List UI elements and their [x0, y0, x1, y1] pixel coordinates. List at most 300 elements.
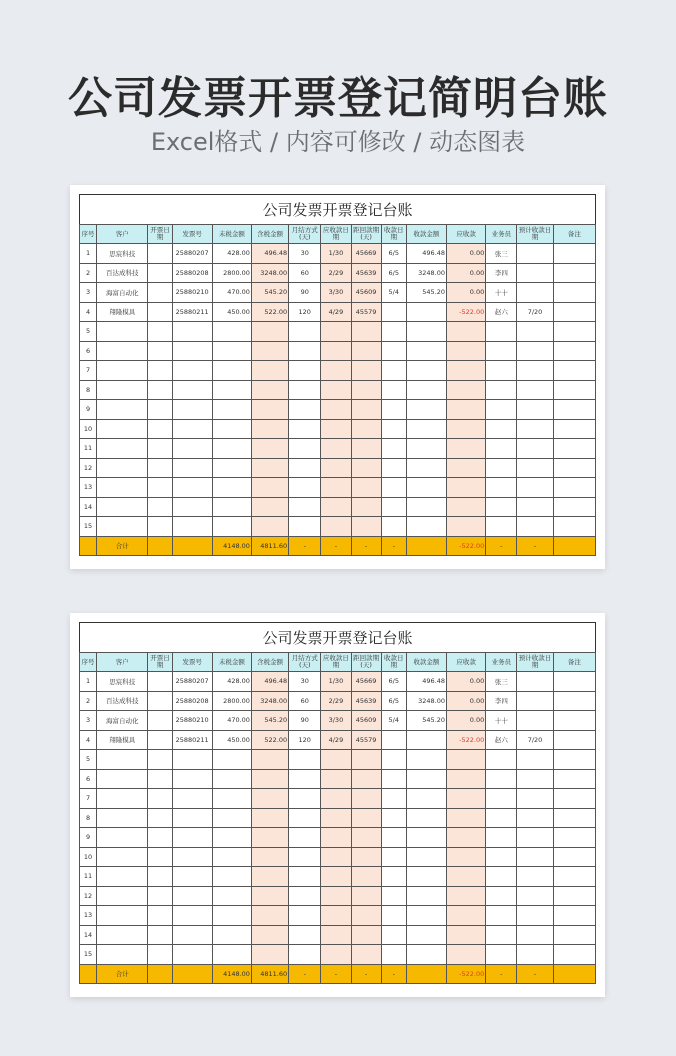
- column-header: 未税金额: [212, 225, 251, 244]
- table-cell: [321, 458, 351, 478]
- table-cell: [517, 769, 553, 789]
- table-cell: 6: [80, 341, 97, 361]
- table-cell: 赵六: [486, 302, 517, 322]
- page-title: 公司发票开票登记简明台账: [68, 73, 608, 124]
- table-cell: [212, 439, 251, 459]
- table-cell: [406, 478, 446, 498]
- table-cell: [351, 828, 381, 848]
- table-cell: [148, 886, 172, 906]
- table-cell: 0.00: [447, 711, 486, 731]
- table-cell: 45669: [351, 244, 381, 264]
- table-cell: [97, 497, 148, 517]
- table-row: [80, 886, 596, 906]
- total-cell: -: [351, 536, 381, 555]
- table-cell: [289, 400, 321, 420]
- table-cell: [447, 750, 486, 770]
- table-cell: [517, 263, 553, 283]
- table-cell: [553, 808, 595, 828]
- table-cell: [251, 419, 288, 439]
- table-cell: [517, 711, 553, 731]
- column-header: 月结方式(天): [289, 225, 321, 244]
- table-cell: 45579: [351, 730, 381, 750]
- table-row: [80, 439, 596, 459]
- table-cell: 0.00: [447, 672, 486, 692]
- table-cell: 25880207: [172, 672, 212, 692]
- table-cell: [447, 400, 486, 420]
- table-cell: [517, 380, 553, 400]
- table-cell: 6/5: [381, 263, 406, 283]
- table-cell: [381, 322, 406, 342]
- table-cell: [212, 847, 251, 867]
- table-cell: [251, 497, 288, 517]
- table-cell: 1/30: [321, 672, 351, 692]
- table-cell: 海富自动化: [97, 711, 148, 731]
- table-cell: [289, 769, 321, 789]
- table-cell: 7/20: [517, 302, 553, 322]
- table-cell: [553, 341, 595, 361]
- table-cell: [381, 808, 406, 828]
- table-cell: 赵六: [486, 730, 517, 750]
- table-cell: [381, 906, 406, 926]
- table-cell: [321, 380, 351, 400]
- table-cell: 428.00: [212, 672, 251, 692]
- table-cell: [553, 672, 595, 692]
- table-cell: [486, 867, 517, 887]
- table-cell: [406, 847, 446, 867]
- table-cell: 2/29: [321, 263, 351, 283]
- table-cell: [381, 925, 406, 945]
- table-cell: [148, 419, 172, 439]
- table-cell: 545.20: [251, 283, 288, 303]
- total-cell: -: [321, 964, 351, 983]
- total-cell: -: [517, 536, 553, 555]
- table-cell: 11: [80, 867, 97, 887]
- table-cell: [251, 847, 288, 867]
- total-cell: [172, 536, 212, 555]
- page-subtitle: Excel格式 / 内容可修改 / 动态图表: [150, 128, 526, 156]
- table-cell: [251, 361, 288, 381]
- table-cell: [251, 750, 288, 770]
- table-cell: 45609: [351, 283, 381, 303]
- table-cell: [517, 341, 553, 361]
- table-cell: [381, 380, 406, 400]
- table-cell: 4/29: [321, 730, 351, 750]
- table-cell: [553, 945, 595, 965]
- column-header: 月结方式(天): [289, 653, 321, 672]
- table-cell: [172, 867, 212, 887]
- table-row: [80, 672, 596, 692]
- table-cell: [553, 847, 595, 867]
- total-cell: -522.00: [447, 536, 486, 555]
- table-cell: [97, 847, 148, 867]
- table-cell: [321, 400, 351, 420]
- table-cell: 25880210: [172, 711, 212, 731]
- table-cell: [251, 478, 288, 498]
- table-cell: [172, 380, 212, 400]
- table-cell: 45639: [351, 691, 381, 711]
- table-cell: [553, 361, 595, 381]
- table-cell: [517, 517, 553, 537]
- table-cell: [321, 886, 351, 906]
- table-cell: 10: [80, 419, 97, 439]
- table-cell: 5: [80, 322, 97, 342]
- table-row: [80, 458, 596, 478]
- table-cell: [447, 478, 486, 498]
- table-cell: 十十: [486, 283, 517, 303]
- table-cell: [447, 380, 486, 400]
- table-cell: [172, 458, 212, 478]
- table-cell: 13: [80, 478, 97, 498]
- table-cell: 1: [80, 244, 97, 264]
- table-row: [80, 906, 596, 926]
- table-cell: [251, 906, 288, 926]
- table-cell: [97, 925, 148, 945]
- table-cell: [486, 789, 517, 809]
- table-cell: [148, 244, 172, 264]
- column-header: 含税金额: [251, 653, 288, 672]
- table-row: [80, 945, 596, 965]
- table-cell: [148, 322, 172, 342]
- column-header: 收款金额: [406, 225, 446, 244]
- table-cell: [148, 828, 172, 848]
- table-cell: [321, 497, 351, 517]
- table-cell: [553, 769, 595, 789]
- table-cell: 15: [80, 517, 97, 537]
- table-cell: [148, 711, 172, 731]
- total-cell: -522.00: [447, 964, 486, 983]
- table-cell: 2/29: [321, 691, 351, 711]
- table-cell: [447, 945, 486, 965]
- table-cell: [321, 439, 351, 459]
- table-cell: [351, 769, 381, 789]
- table-cell: [447, 828, 486, 848]
- table-cell: [321, 867, 351, 887]
- table-cell: [486, 808, 517, 828]
- column-header: 序号: [80, 225, 97, 244]
- table-cell: 25880208: [172, 691, 212, 711]
- table-cell: [447, 769, 486, 789]
- table-cell: [351, 867, 381, 887]
- table-cell: [148, 400, 172, 420]
- table-cell: [553, 750, 595, 770]
- column-header: 未税金额: [212, 653, 251, 672]
- table-cell: 90: [289, 711, 321, 731]
- table-cell: [148, 263, 172, 283]
- table-cell: [406, 945, 446, 965]
- column-header: 应收款: [447, 225, 486, 244]
- table-cell: [517, 672, 553, 692]
- total-cell: [80, 964, 97, 983]
- table-cell: 496.48: [406, 672, 446, 692]
- table-cell: [212, 361, 251, 381]
- table-cell: [97, 769, 148, 789]
- table-cell: [251, 828, 288, 848]
- table-cell: [517, 847, 553, 867]
- table-cell: [321, 341, 351, 361]
- table-cell: [251, 945, 288, 965]
- table-cell: [289, 847, 321, 867]
- table-cell: [97, 789, 148, 809]
- table-cell: [251, 458, 288, 478]
- table-cell: [351, 322, 381, 342]
- table-cell: [517, 750, 553, 770]
- table-cell: [553, 380, 595, 400]
- column-header: 业务员: [486, 225, 517, 244]
- table-cell: [172, 400, 212, 420]
- table-cell: [486, 400, 517, 420]
- table-cell: 545.20: [406, 283, 446, 303]
- table-cell: [517, 244, 553, 264]
- table-cell: [148, 439, 172, 459]
- table-cell: [251, 867, 288, 887]
- table-cell: [406, 361, 446, 381]
- column-header: 业务员: [486, 653, 517, 672]
- table-cell: [148, 361, 172, 381]
- table-cell: [486, 906, 517, 926]
- table-cell: 0.00: [447, 263, 486, 283]
- table-cell: [447, 925, 486, 945]
- table-cell: [289, 439, 321, 459]
- table-cell: [289, 380, 321, 400]
- table-cell: [148, 945, 172, 965]
- table-cell: 2800.00: [212, 263, 251, 283]
- table-cell: [553, 283, 595, 303]
- column-header: 序号: [80, 653, 97, 672]
- table-cell: [486, 828, 517, 848]
- table-cell: [553, 691, 595, 711]
- total-cell: -: [321, 536, 351, 555]
- table-cell: 14: [80, 925, 97, 945]
- table-cell: [381, 789, 406, 809]
- table-cell: 60: [289, 691, 321, 711]
- table-cell: [553, 906, 595, 926]
- table-cell: [212, 769, 251, 789]
- table-cell: [517, 691, 553, 711]
- total-cell: [148, 536, 172, 555]
- total-cell: [172, 964, 212, 983]
- table-cell: [447, 886, 486, 906]
- table-cell: 522.00: [251, 302, 288, 322]
- table-cell: 3248.00: [406, 691, 446, 711]
- table-row: [80, 925, 596, 945]
- table-cell: [148, 847, 172, 867]
- table-cell: 3248.00: [406, 263, 446, 283]
- table-cell: [321, 769, 351, 789]
- table-cell: 0.00: [447, 691, 486, 711]
- total-cell: -: [486, 536, 517, 555]
- table-cell: [289, 945, 321, 965]
- table-cell: 120: [289, 730, 321, 750]
- table-cell: [321, 925, 351, 945]
- table-cell: -522.00: [447, 730, 486, 750]
- table-cell: 4: [80, 302, 97, 322]
- table-cell: [97, 867, 148, 887]
- total-cell: 4811.60: [251, 964, 288, 983]
- table-cell: [486, 769, 517, 789]
- table-cell: 6/5: [381, 691, 406, 711]
- table-cell: [381, 361, 406, 381]
- table-cell: 3: [80, 711, 97, 731]
- table-cell: [486, 925, 517, 945]
- table-cell: [553, 458, 595, 478]
- table-cell: 45639: [351, 263, 381, 283]
- total-cell: -: [289, 964, 321, 983]
- table-cell: [321, 750, 351, 770]
- table-cell: [321, 419, 351, 439]
- table-cell: 百达成科技: [97, 691, 148, 711]
- table-row: [80, 380, 596, 400]
- table-cell: [172, 789, 212, 809]
- table-cell: [97, 808, 148, 828]
- table-cell: 5/4: [381, 283, 406, 303]
- table-cell: [517, 886, 553, 906]
- table-cell: 14: [80, 497, 97, 517]
- table-cell: [148, 672, 172, 692]
- table-cell: 翔隆模具: [97, 730, 148, 750]
- table-cell: [97, 458, 148, 478]
- table-cell: [212, 925, 251, 945]
- table-cell: [486, 361, 517, 381]
- table-cell: [447, 517, 486, 537]
- table-cell: [289, 925, 321, 945]
- table-cell: [321, 322, 351, 342]
- table-cell: [381, 497, 406, 517]
- table-cell: [172, 769, 212, 789]
- table-cell: [251, 439, 288, 459]
- table-cell: [406, 419, 446, 439]
- table-cell: [553, 244, 595, 264]
- table-cell: 2: [80, 263, 97, 283]
- table-row: [80, 322, 596, 342]
- table-cell: 45579: [351, 302, 381, 322]
- column-header: 收款日期: [381, 653, 406, 672]
- table-cell: 496.48: [251, 244, 288, 264]
- table-cell: [172, 886, 212, 906]
- table-cell: [486, 886, 517, 906]
- table-cell: 李四: [486, 263, 517, 283]
- table-cell: [381, 341, 406, 361]
- table-cell: [351, 808, 381, 828]
- table-cell: 李四: [486, 691, 517, 711]
- table-cell: [351, 750, 381, 770]
- table-cell: [381, 730, 406, 750]
- table-cell: [486, 341, 517, 361]
- column-header: 应收款日期: [321, 225, 351, 244]
- table-cell: [553, 711, 595, 731]
- table-cell: [447, 419, 486, 439]
- table-cell: [251, 400, 288, 420]
- table-cell: -522.00: [447, 302, 486, 322]
- table-cell: [553, 400, 595, 420]
- total-cell: 合计: [97, 964, 148, 983]
- table-cell: [447, 867, 486, 887]
- table-cell: [172, 341, 212, 361]
- table-cell: [351, 478, 381, 498]
- table-cell: 545.20: [406, 711, 446, 731]
- table-cell: [406, 906, 446, 926]
- table-cell: 470.00: [212, 283, 251, 303]
- table-cell: [486, 497, 517, 517]
- table-row: [80, 361, 596, 381]
- table-row: [80, 341, 596, 361]
- table-cell: 7/20: [517, 730, 553, 750]
- column-header: 备注: [553, 653, 595, 672]
- table-cell: 450.00: [212, 730, 251, 750]
- table-cell: 思宸科技: [97, 244, 148, 264]
- column-header: 收款日期: [381, 225, 406, 244]
- total-cell: [406, 536, 446, 555]
- table-cell: [321, 808, 351, 828]
- table-cell: 450.00: [212, 302, 251, 322]
- table-cell: [351, 419, 381, 439]
- table-row: [80, 691, 596, 711]
- table-cell: [251, 925, 288, 945]
- table-cell: 522.00: [251, 730, 288, 750]
- table-cell: [289, 497, 321, 517]
- table-cell: [212, 886, 251, 906]
- table-cell: [289, 867, 321, 887]
- table-cell: 6/5: [381, 244, 406, 264]
- table-cell: [517, 419, 553, 439]
- table-cell: 4: [80, 730, 97, 750]
- table-cell: [486, 945, 517, 965]
- table-cell: [251, 322, 288, 342]
- table-cell: [148, 302, 172, 322]
- table-cell: [351, 497, 381, 517]
- table-cell: [351, 847, 381, 867]
- table-cell: [148, 906, 172, 926]
- table-cell: [148, 925, 172, 945]
- table-cell: [447, 458, 486, 478]
- spreadsheet-preview-2: [70, 613, 605, 997]
- total-row: [80, 536, 596, 555]
- table-cell: [172, 808, 212, 828]
- table-cell: [97, 322, 148, 342]
- table-row: [80, 497, 596, 517]
- table-cell: [351, 925, 381, 945]
- table-row: [80, 769, 596, 789]
- column-header: 发票号: [172, 225, 212, 244]
- table-cell: 13: [80, 906, 97, 926]
- table-cell: 8: [80, 808, 97, 828]
- table-cell: [289, 906, 321, 926]
- table-cell: 25880210: [172, 283, 212, 303]
- table-cell: [553, 497, 595, 517]
- table-cell: [447, 789, 486, 809]
- header-row: [80, 653, 596, 672]
- table-cell: [251, 380, 288, 400]
- table-cell: [517, 789, 553, 809]
- table-cell: [351, 886, 381, 906]
- table-cell: 25880211: [172, 302, 212, 322]
- table-cell: [212, 808, 251, 828]
- table-cell: [351, 789, 381, 809]
- table-cell: [406, 497, 446, 517]
- table-cell: [406, 925, 446, 945]
- table-cell: [212, 828, 251, 848]
- table-cell: [381, 458, 406, 478]
- table-cell: [321, 789, 351, 809]
- table-cell: [148, 458, 172, 478]
- table-cell: [172, 925, 212, 945]
- table-cell: [351, 906, 381, 926]
- table-cell: [553, 730, 595, 750]
- total-cell: [553, 536, 595, 555]
- table-cell: [447, 808, 486, 828]
- table-cell: [381, 750, 406, 770]
- table-cell: [148, 691, 172, 711]
- table-cell: 5/4: [381, 711, 406, 731]
